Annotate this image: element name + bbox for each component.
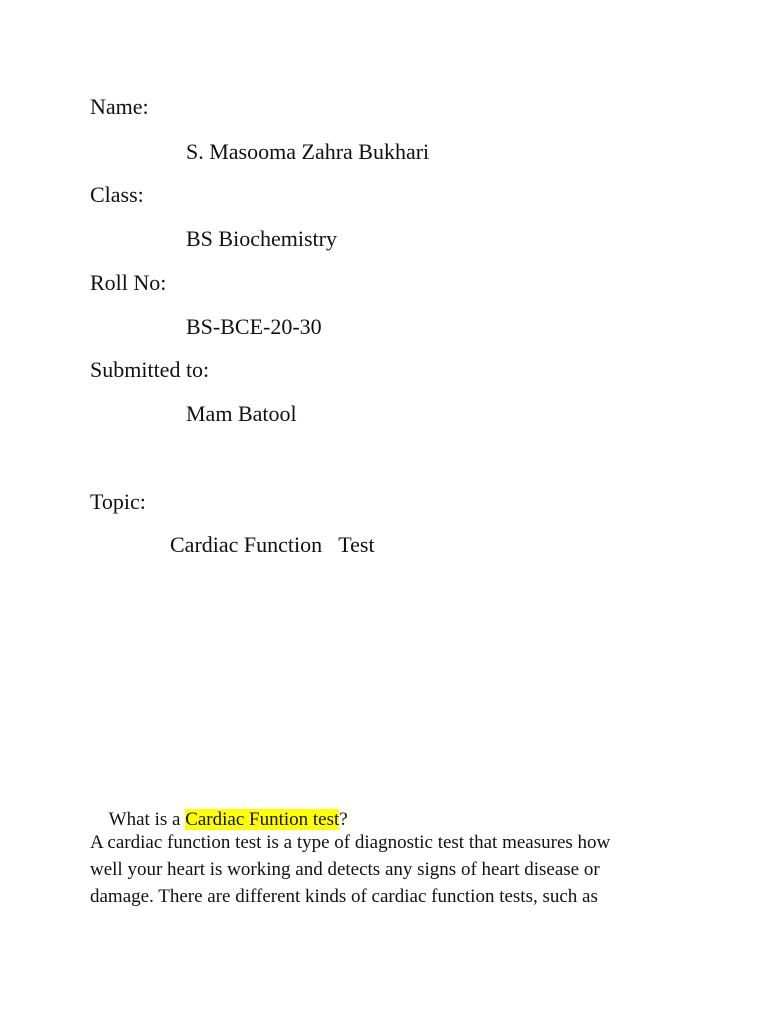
question-highlight: Cardiac Funtion test	[185, 809, 340, 830]
class-value: BS Biochemistry	[186, 226, 337, 251]
paragraph-line: A cardiac function test is a type of diagnostic test that measures how	[90, 832, 611, 853]
name-label: Name:	[90, 94, 149, 119]
question-suffix: ?	[339, 809, 348, 830]
paragraph-line: well your heart is working and detects any signs of heart disease or	[90, 859, 600, 880]
paragraph-line: damage. There are different kinds of cardiac function tests, such as	[90, 886, 598, 907]
submitted-to-label: Submitted to:	[90, 357, 210, 382]
submitted-to-value: Mam Batool	[186, 401, 297, 426]
question-prefix: What is a	[108, 809, 186, 830]
topic-value: Cardiac Function Test	[170, 532, 375, 557]
roll-no-label: Roll No:	[90, 270, 167, 295]
name-value: S. Masooma Zahra Bukhari	[186, 139, 430, 164]
section-paragraph	[90, 829, 690, 910]
topic-label: Topic:	[90, 489, 146, 514]
roll-no-value: BS-BCE-20-30	[186, 314, 322, 339]
class-label: Class:	[90, 182, 144, 207]
